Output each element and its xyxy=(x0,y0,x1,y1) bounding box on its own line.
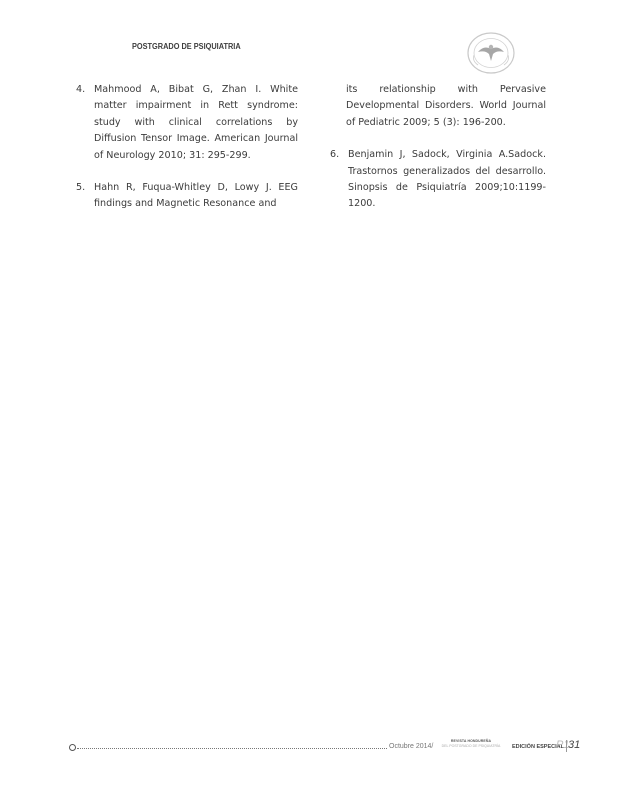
reference-number: 5. xyxy=(76,182,86,194)
references-left-column xyxy=(76,82,298,229)
page-number: 31 xyxy=(568,739,581,751)
journal-name-line2: DEL POSTGRADO DE PSIQUIATRÍA xyxy=(441,744,501,748)
reference-continuation: its relationship with Pervasive Developmental Disorders. World Journal of Pediatric 2009; 5 (3): 196-200. xyxy=(346,84,546,128)
reference-text: Mahmood A, Bibat G, Zhan I. White matter impairment in Rett syndrome: study with clinical correlations by Diffusion Tensor Image. American Journal of Neurology 2010; 31: 295-299. xyxy=(94,84,298,161)
seal-logo-icon xyxy=(466,31,516,75)
references-right-column xyxy=(330,82,546,229)
special-edition-label: EDICIÓN ESPECIAL xyxy=(512,744,564,750)
journal-name-line1: REVISTA HONDUREÑA xyxy=(450,739,492,743)
reference-item xyxy=(330,147,546,213)
reference-item xyxy=(76,82,298,164)
reference-item xyxy=(76,180,298,213)
reference-text: Benjamin J, Sadock, Virginia A.Sadock. Trastornos generalizados del desarrollo. Sinopsis de Psiquiatría 2009;10:1199-1200. xyxy=(348,149,546,210)
reference-text: Hahn R, Fuqua-Whitley D, Lowy J. EEG findings and Magnetic Resonance and xyxy=(94,182,298,210)
footer-date: Octubre 2014/ xyxy=(389,743,434,750)
footer-circle-icon xyxy=(69,744,76,751)
reference-number: 4. xyxy=(76,84,86,95)
page-footer xyxy=(0,738,618,760)
footer-dotted-rule xyxy=(77,748,387,749)
journal-name-logo xyxy=(433,739,509,755)
footer-divider xyxy=(566,740,567,752)
running-header-title: POSTGRADO DE PSIQUIATRIA xyxy=(132,42,241,51)
reference-number: 6. xyxy=(330,149,340,161)
issue-label: P1 xyxy=(556,739,570,751)
